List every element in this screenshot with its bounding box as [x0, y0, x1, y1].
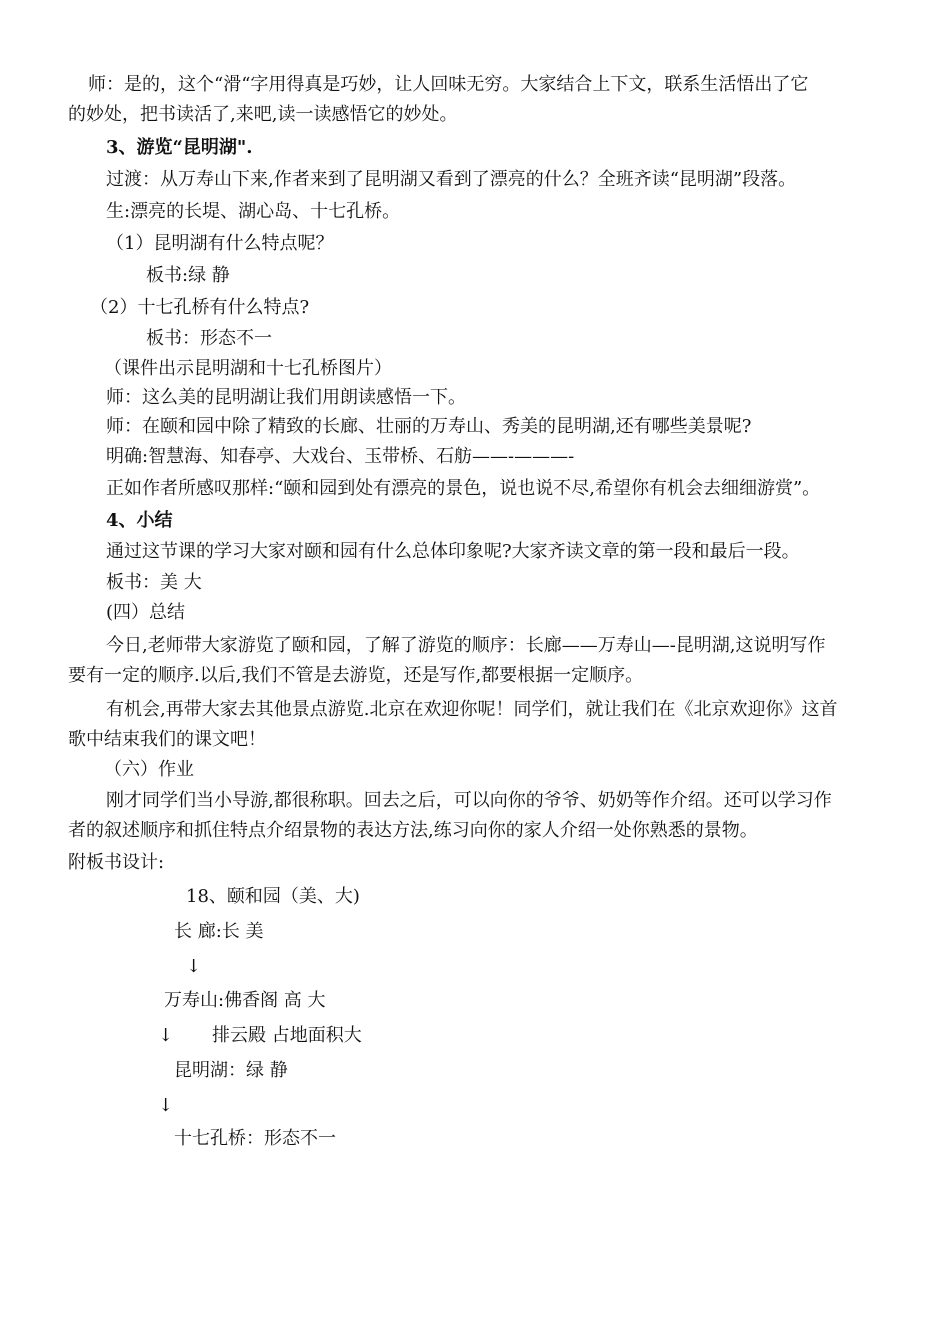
- text-line: 过渡：从万寿山下来,作者来到了昆明湖又看到了漂亮的什么？全班齐读“昆明湖”段落。: [106, 169, 797, 190]
- text-line: 师：是的，这个“滑“字用得真是巧妙，让人回味无穷。大家结合上下文，联系生活悟出了它: [88, 74, 809, 95]
- board-line: 排云殿 占地面积大: [212, 1025, 362, 1046]
- text-line: 正如作者所感叹那样:“颐和园到处有漂亮的景色，说也说不尽,希望你有机会去细细游赏”。: [106, 478, 821, 499]
- board-line: 昆明湖：绿 静: [174, 1060, 288, 1081]
- text-line: 者的叙述顺序和抓住特点介绍景物的表达方法,练习向你的家人介绍一处你熟悉的景物。: [68, 820, 758, 841]
- board-line: 万寿山:佛香阁 高 大: [164, 990, 326, 1011]
- text-line: 今日,老师带大家游览了颐和园，了解了游览的顺序：长廊——万寿山—-昆明湖,这说明写作: [106, 635, 826, 656]
- text-line: 明确:智慧海、知春亭、大戏台、玉带桥、石舫——-———-: [106, 446, 575, 467]
- section-heading: （六）作业: [104, 759, 194, 780]
- text-line: 有机会,再带大家去其他景点游览.北京在欢迎你呢！同学们，就让我们在《北京欢迎你》这首: [106, 699, 838, 720]
- section-heading: 4、小结: [106, 510, 173, 531]
- arrow-down-icon: ↓: [186, 956, 202, 977]
- board-line: 长 廊:长 美: [174, 921, 264, 942]
- text-line: 师：这么美的昆明湖让我们用朗读感悟一下。: [106, 387, 466, 408]
- text-line: 要有一定的顺序.以后,我们不管是去游览，还是写作,都要根据一定顺序。: [68, 665, 644, 686]
- arrow-down-icon: ↓: [158, 1095, 174, 1116]
- text-line: 刚才同学们当小导游,都很称职。回去之后，可以向你的爷爷、奶奶等作介绍。还可以学习作: [106, 790, 832, 811]
- board-note: 板书：美 大: [106, 572, 202, 593]
- text-line: 的妙处，把书读活了,来吧,读一读感悟它的妙处。: [68, 104, 458, 125]
- board-design-label: 附板书设计:: [68, 852, 165, 873]
- text-line: （课件出示昆明湖和十七孔桥图片）: [104, 358, 392, 379]
- section-heading: (四）总结: [106, 602, 186, 623]
- text-line: 生:漂亮的长堤、湖心岛、十七孔桥。: [106, 201, 401, 222]
- text-line: 师：在颐和园中除了精致的长廊、壮丽的万寿山、秀美的昆明湖,还有哪些美景呢?: [106, 416, 752, 437]
- board-line: 十七孔桥：形态不一: [174, 1128, 336, 1149]
- arrow-down-icon: ↓: [158, 1025, 174, 1046]
- text-line: （2）十七孔桥有什么特点?: [90, 297, 310, 318]
- section-heading: 3、游览“昆明湖".: [106, 137, 253, 158]
- text-line: 歌中结束我们的课文吧！: [68, 729, 266, 750]
- text-line: 通过这节课的学习大家对颐和园有什么总体印象呢?大家齐读文章的第一段和最后一段。: [106, 541, 800, 562]
- text-line: （1）昆明湖有什么特点呢？: [106, 233, 334, 254]
- board-note: 板书：形态不一: [146, 328, 272, 349]
- board-title: 18、颐和园（美、大): [186, 886, 360, 907]
- board-note: 板书:绿 静: [146, 265, 230, 286]
